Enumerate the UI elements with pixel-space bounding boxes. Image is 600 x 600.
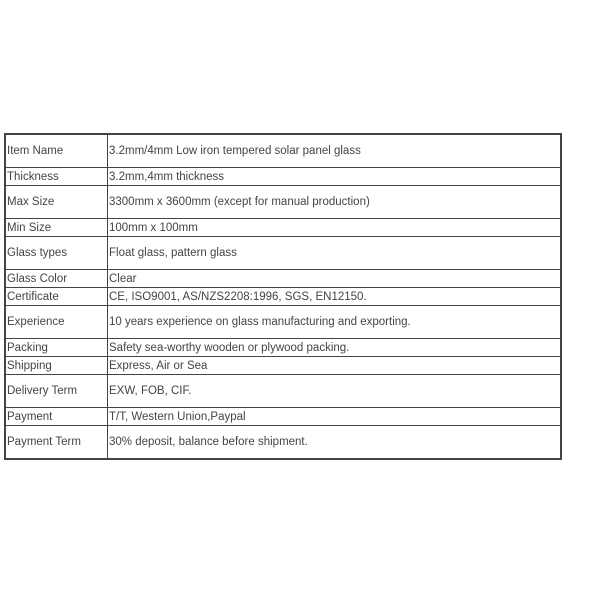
row-label: Payment [5,408,108,426]
row-value: Safety sea-worthy wooden or plywood packing. [108,339,562,357]
spec-table [4,133,562,460]
row-value: CE, ISO9001, AS/NZS2208:1996, SGS, EN12150. [108,288,562,306]
table-row [5,168,561,186]
row-value: 3.2mm/4mm Low iron tempered solar panel glass [108,134,562,168]
table-row [5,306,561,339]
row-value: Express, Air or Sea [108,357,562,375]
row-label: Glass types [5,237,108,270]
row-value: 100mm x 100mm [108,219,562,237]
row-value: 3.2mm,4mm thickness [108,168,562,186]
row-value: 3300mm x 3600mm (except for manual production) [108,186,562,219]
spec-table-body [5,134,561,459]
table-row [5,134,561,168]
row-label: Min Size [5,219,108,237]
table-row [5,339,561,357]
table-row [5,375,561,408]
row-label: Payment Term [5,426,108,460]
row-label: Certificate [5,288,108,306]
row-value: Float glass, pattern glass [108,237,562,270]
table-row [5,270,561,288]
table-row [5,219,561,237]
table-row [5,288,561,306]
row-label: Thickness [5,168,108,186]
row-label: Delivery Term [5,375,108,408]
table-row [5,408,561,426]
row-value: 30% deposit, balance before shipment. [108,426,562,460]
row-label: Packing [5,339,108,357]
row-label: Item Name [5,134,108,168]
row-value: Clear [108,270,562,288]
row-label: Experience [5,306,108,339]
row-label: Glass Color [5,270,108,288]
row-value: 10 years experience on glass manufacturing and exporting. [108,306,562,339]
row-label: Shipping [5,357,108,375]
table-row [5,186,561,219]
row-label: Max Size [5,186,108,219]
table-row [5,426,561,460]
table-row [5,237,561,270]
table-row [5,357,561,375]
row-value: EXW, FOB, CIF. [108,375,562,408]
row-value: T/T, Western Union,Paypal [108,408,562,426]
